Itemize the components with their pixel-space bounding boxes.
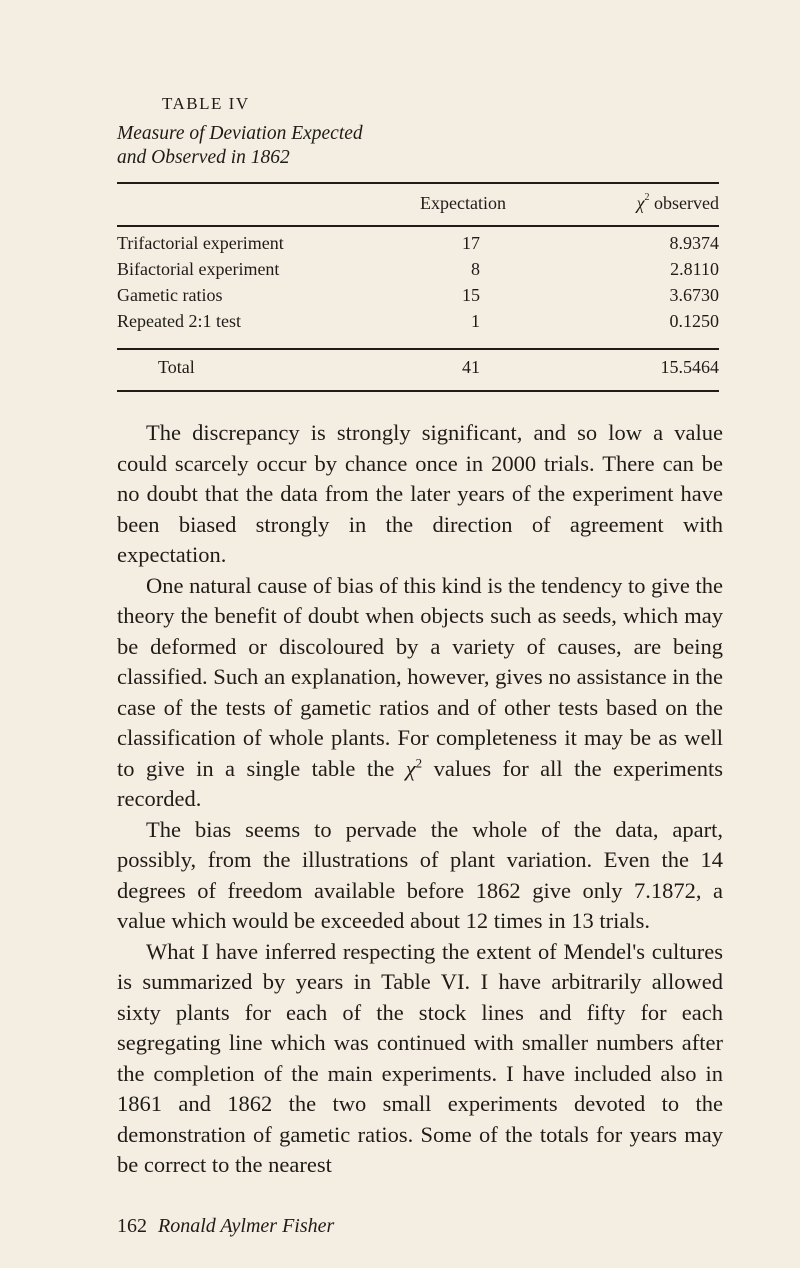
paragraph-1: The discrepancy is strongly significant, and so low a value could scarcely occur by chance once in 2000 trials. There can be no doubt that the data from the later years of the experiment have been biased strongly in the direction of agreement with expectation. — [117, 420, 723, 567]
paragraph-4: What I have inferred respecting the extent of Mendel's cultures is summarized by years in Table VI. I have arbitrarily allowed sixty plants for each of the stock lines and fifty for each segregating line which was continued with smaller numbers after the completion of the main experiments. I have included also in 1861 and 1862 the two small experiments devoted to the demonstration of gametic ratios. Some of the totals for years may be correct to the nearest — [117, 938, 723, 1177]
table-top-rule — [117, 182, 719, 184]
paragraph-3: The bias seems to pervade the whole of the data, apart, possibly, from the illustrations of plant variation. Even the 14 degrees of freedom available before 1862 give only 7.1872, a value which would be exceeded about 12 times in 13 trials. — [117, 816, 723, 933]
chi-symbol: χ — [636, 193, 645, 213]
table-row-chi2: 2.8110 — [670, 259, 719, 279]
table-row-label: Trifactorial experiment — [117, 233, 284, 253]
table-body-rule — [117, 348, 719, 350]
page-footer — [117, 1215, 334, 1238]
table-row-expectation: 17 — [462, 233, 480, 253]
table-total-label: Total — [158, 357, 195, 377]
table-caption-line-2: and Observed in 1862 — [117, 147, 290, 168]
table-label: TABLE IV — [162, 94, 250, 113]
column-header-chi-squared — [637, 193, 719, 214]
running-author: Ronald Aylmer Fisher — [158, 1215, 335, 1237]
paragraph-2-start: One natural cause of bias of this kind is the tendency to give the theory the benefit of doubt when objects such as seeds, which may be deformed or discoloured by a variety of causes, are being classified. Such an explanation, however, gives no assistance in the case of the tests of gametic ratios and of other tests based on the classification of whole plants. For completeness it may be as well to give in a single table the — [117, 572, 723, 781]
chi-header-text: observed — [654, 193, 719, 213]
table-row-label: Gametic ratios — [117, 285, 223, 305]
table-row-chi2: 3.6730 — [669, 285, 719, 305]
table-row-expectation: 8 — [471, 259, 480, 279]
table-total-chi2: 15.5464 — [660, 357, 719, 377]
table-caption-line-1: Measure of Deviation Expected — [117, 123, 363, 144]
table-row-label: Repeated 2:1 test — [117, 311, 241, 331]
paragraph-2-chi-symbol: χ — [405, 755, 416, 781]
body-text — [117, 418, 723, 1181]
column-header-expectation: Expectation — [420, 193, 506, 213]
table-row-label: Bifactorial experiment — [117, 259, 280, 279]
table-bottom-rule — [117, 390, 719, 392]
paragraph-2-superscript: 2 — [415, 755, 423, 770]
table-row-expectation: 15 — [462, 285, 480, 305]
table-header-rule — [117, 225, 719, 227]
chi-superscript: 2 — [644, 192, 650, 203]
page-number: 162 — [117, 1215, 147, 1237]
table-caption — [117, 122, 363, 170]
paragraph-2-end: values for all the experiments recorded. — [117, 755, 723, 811]
table-row-expectation: 1 — [471, 311, 480, 331]
table-row-chi2: 0.1250 — [669, 311, 719, 331]
table-total-expectation: 41 — [462, 357, 480, 377]
paragraph-2 — [117, 571, 723, 815]
table-row-chi2: 8.9374 — [669, 233, 719, 253]
